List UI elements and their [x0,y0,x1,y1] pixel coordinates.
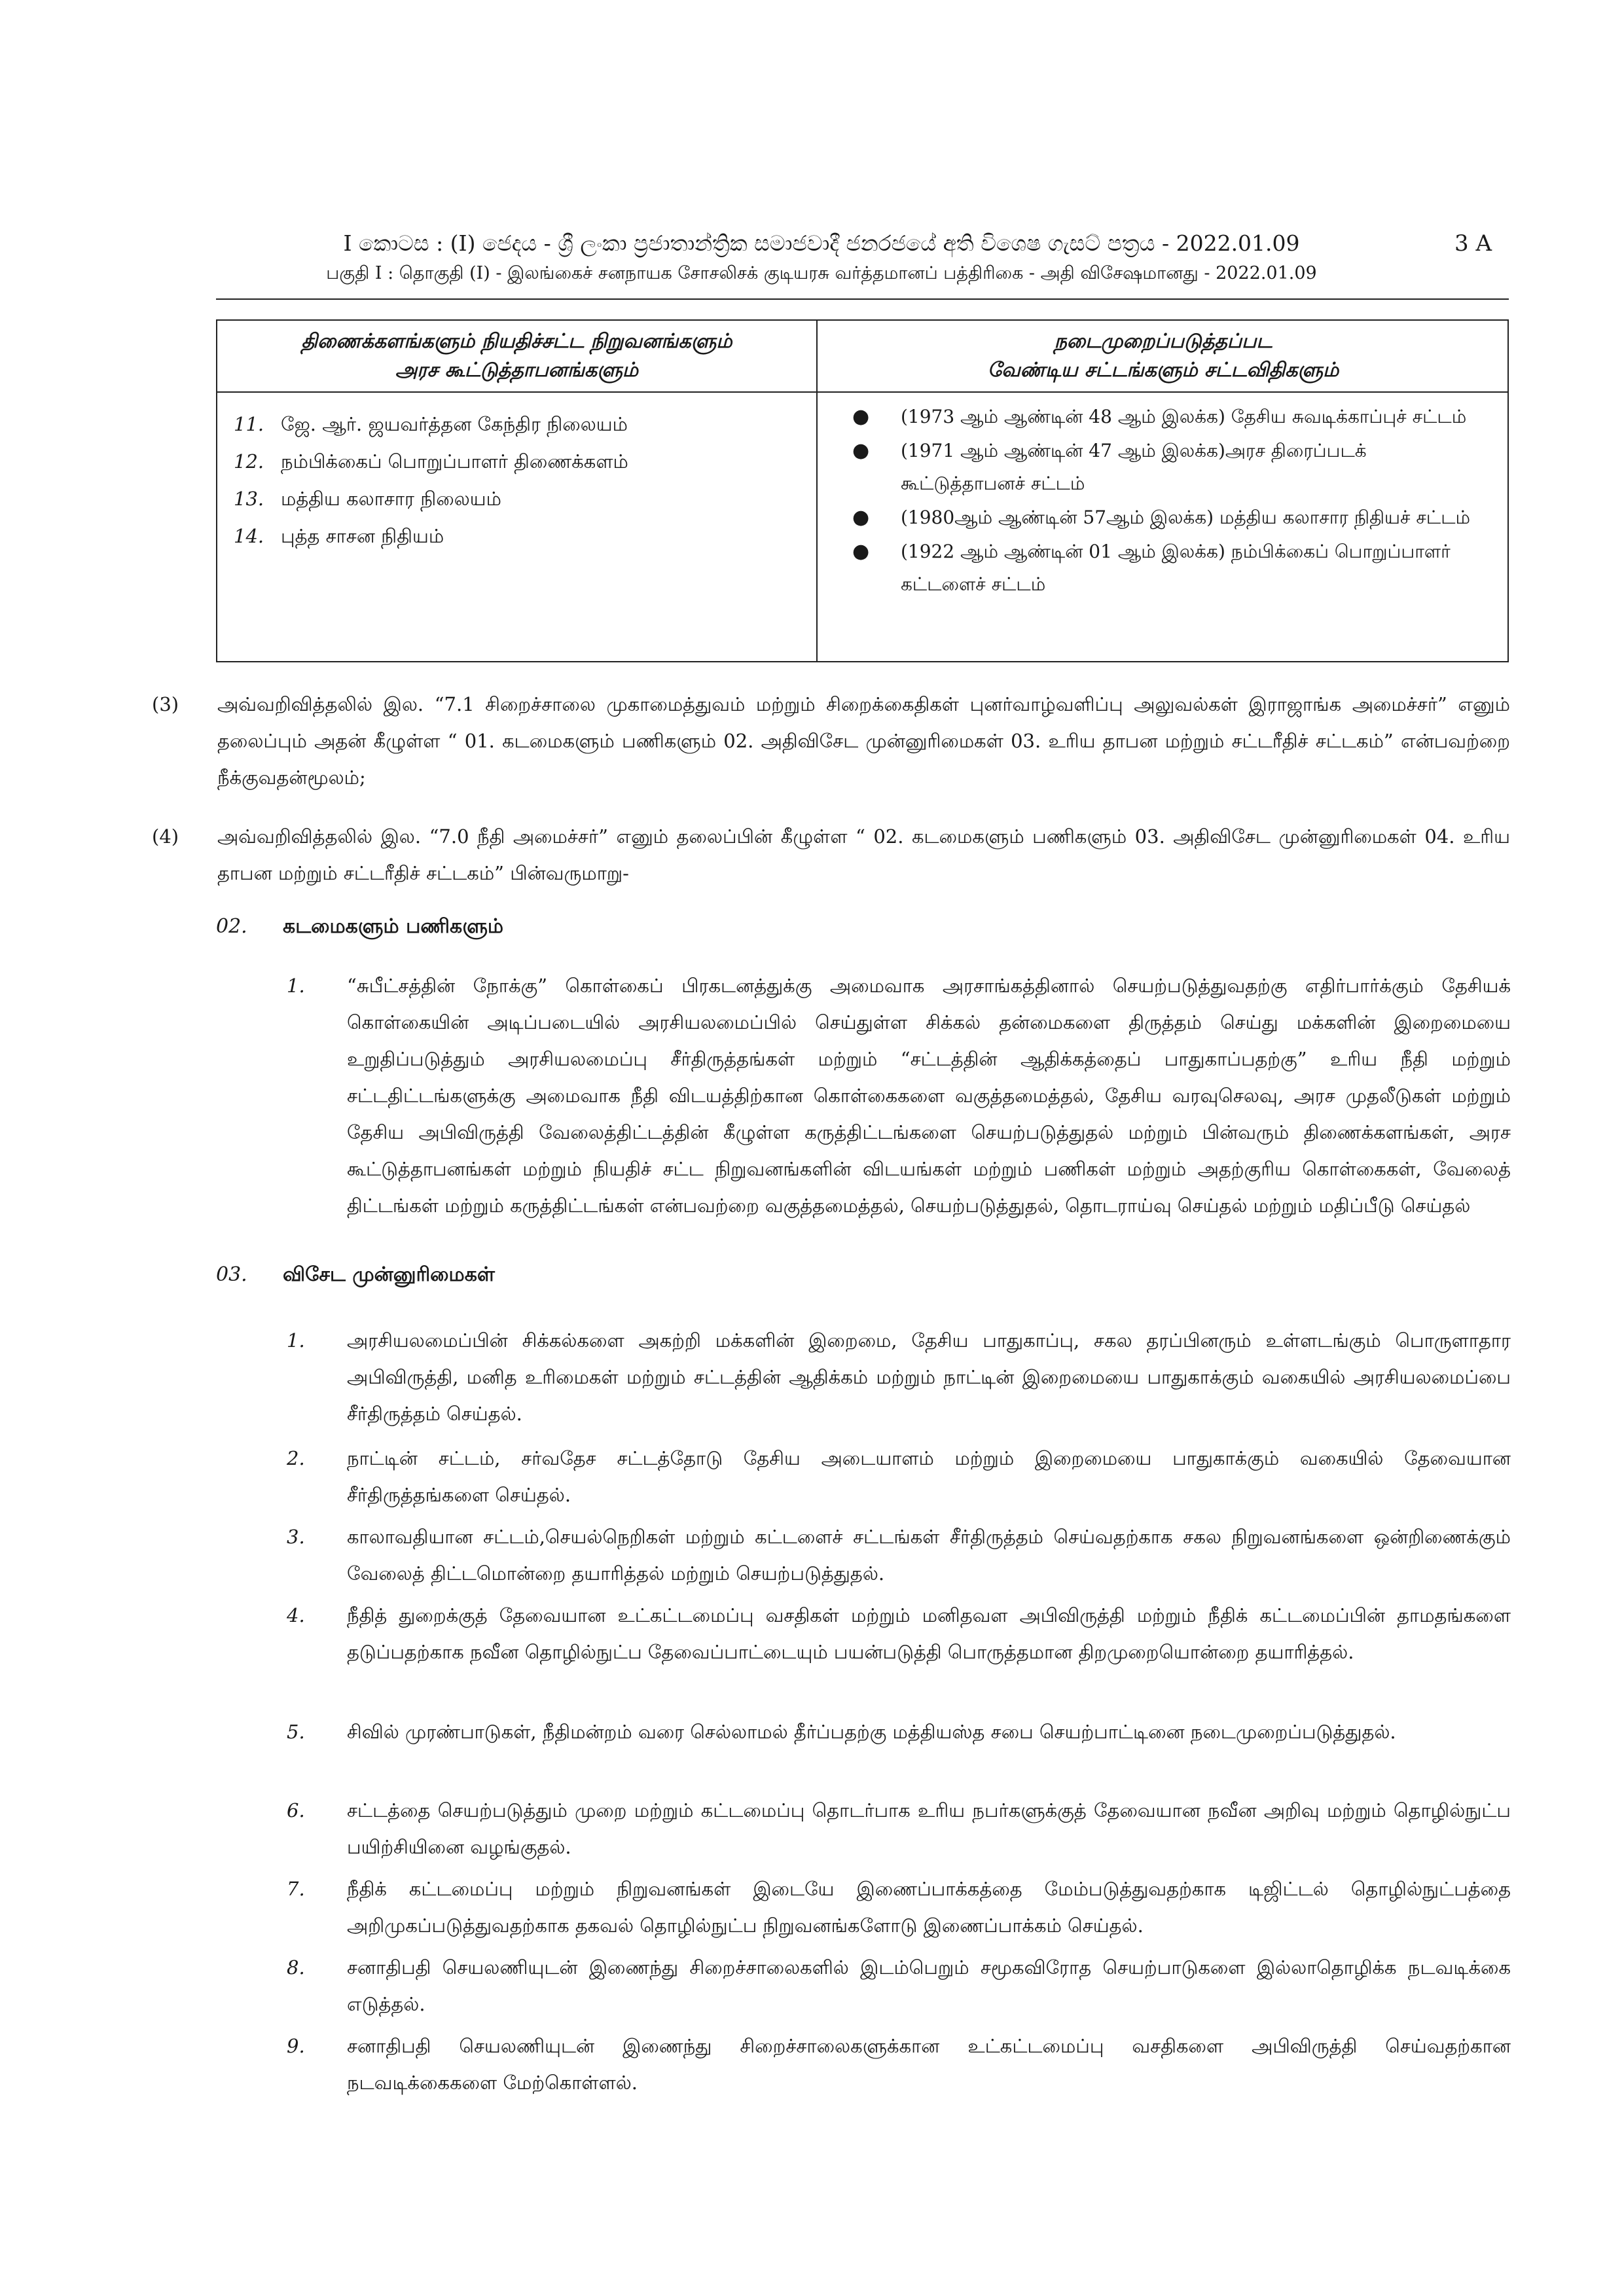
item-text: (1980ஆம் ஆண்டின் 57ஆம் இலக்க) மத்திய கலாசார நிதியச் சட்டம் [901,507,1471,528]
paragraph-number: (4) [152,825,179,848]
item-text: மத்திய கலாசார நிலையம் [281,488,501,510]
item-text: சனாதிபதி செயலணியுடன் இணைந்து சிறைச்சாலைகளில் இடம்பெறும் சமூகவிரோத செயற்பாடுகளை இல்லாதொழிக்க நடவடிக்கை எடுத்தல். [347,1956,1511,2015]
item-text: புத்த சாசன நிதியம் [281,525,444,547]
section-heading [216,915,503,941]
item-text: அரசியலமைப்பின் சிக்கல்களை அகற்றி மக்களின் இறைமை, தேசிய பாதுகாப்பு, சகல தரப்பினரும் உள்ளடங்கும் பொருளாதார அபிவிருத்தி, மனித உரிமைகள் மற்றும் சட்டத்தின் ஆதிக்கம் மற்றும் நாட்டின் இறைமையை பாதுகாக்கும் வகையில் அரசியலமைப்பை சீர்திருத்தம் செய்தல். [347,1329,1511,1425]
paragraph-text: அவ்வறிவித்தலில் இல. “7.0 நீதி அமைச்சர்” எனும் தலைப்பின் கீழுள்ள “ 02. கடமைகளும் பணிகளும் 03. அதிவிசேட முன்னுரிமைகள் 04. உரிய தாபன மற்றும் சட்டரீதிச் சட்டகம்” பின்வருமாறு- [217,825,1510,884]
col2-header [818,327,1509,385]
col2-header-line1: நடைமுறைப்படுத்தப்பட [1054,330,1272,353]
col1-header-line2: அரச கூட்டுத்தாபனங்களும் [395,359,639,382]
item-text: சனாதிபதி செயலணியுடன் இணைந்து சிறைச்சாலைகளுக்கான உட்கட்டமைப்பு வசதிகளை அபிவிருத்தி செய்வதற்கான நடவடிக்கைகளை மேற்கொள்ளல். [347,2035,1511,2094]
section-number: 02. [216,915,247,938]
item-text: ஜே. ஆர். ஜயவர்த்தன கேந்திர நிலையம் [281,413,628,435]
item-number: 13. [234,488,264,510]
bullet-icon: ● [852,506,870,529]
col2-header-line2: வேண்டிய சட்டங்களும் சட்டவிதிகளும் [987,359,1339,382]
header-tamil: பகுதி I : தொகுதி (I) - இலங்கைச் சனநாயக சோசலிசக் குடியரசு வர்த்தமானப் பத்திரிகை - அதி விசேஷமானது - 2022.01.09 [326,263,1317,283]
header-divider [217,391,1507,393]
item-number: 5. [287,1721,305,1743]
institutions-table [216,319,1509,662]
item-text: (1973 ஆம் ஆண்டின் 48 ஆம் இலக்க) தேசிய சுவடிக்காப்புச் சட்டம் [901,406,1467,427]
item-text: (1971 ஆம் ஆண்டின் 47 ஆம் இலக்க)அரச திரைப்படக் கூட்டுத்தாபனச் சட்டம் [901,440,1367,494]
col1-header [217,327,816,385]
section-title: கடமைகளும் பணிகளும் [283,915,504,938]
item-text: நம்பிக்கைப் பொறுப்பாளர் திணைக்களம் [281,450,628,473]
item-text: (1922 ஆம் ஆண்டின் 01 ஆம் இலக்க) நம்பிக்கைப் பொறுப்பாளர் கட்டளைச் சட்டம் [901,541,1451,595]
bullet-icon: ● [852,405,870,428]
item-text: சட்டத்தை செயற்படுத்தும் முறை மற்றும் கட்டமைப்பு தொடர்பாக உரிய நபர்களுக்குத் தேவையான நவீன அறிவு மற்றும் தொழில்நுட்ப பயிற்சியினை வழங்குதல். [347,1799,1511,1858]
item-number: 3. [287,1526,305,1548]
list-item [840,401,1495,433]
bullet-icon: ● [852,439,870,462]
header-sinhala: I කොටස : (I) ජෙදය - ශ්‍රී ලංකා ප්‍රජාතාන්ත්‍රික සමාජවාදී ජනරජයේ අති විශෙෂ ගැසට් පත්‍රය - 2022.01.09 [343,230,1300,256]
item-text: நீதிக் கட்டமைப்பு மற்றும் நிறுவனங்கள் இடையே இணைப்பாக்கத்தை மேம்படுத்துவதற்காக டிஜிட்டல் தொழில்நுட்பத்தை அறிமுகப்படுத்துவதற்காக தகவல் தொழில்நுட்ப நிறுவனங்களோடு இணைப்பாக்கம் செய்தல். [347,1878,1511,1937]
item-number: 11. [234,413,264,435]
list-item [234,480,628,518]
section-heading [216,1263,495,1289]
section-title: விசேட முன்னுரிமைகள் [283,1263,495,1286]
bullet-icon: ● [852,540,870,563]
list-item [840,535,1495,601]
item-text: நாட்டின் சட்டம், சர்வதேச சட்டத்தோடு தேசிய அடையாளம் மற்றும் இறைமையை பாதுகாக்கும் வகையில் தேவையான சீர்திருத்தங்களை செய்தல். [347,1447,1511,1506]
item-number: 1. [287,975,305,997]
list-item [234,406,628,443]
paragraph-number: (3) [152,693,179,715]
item-number: 9. [287,2035,305,2057]
law-list [840,401,1495,602]
header-rule [216,298,1509,300]
item-number: 7. [287,1878,305,1900]
col1-header-line1: திணைக்களங்களும் நியதிச்சட்ட நிறுவனங்களும் [301,330,732,353]
item-text: நீதித் துறைக்குத் தேவையான உட்கட்டமைப்பு வசதிகள் மற்றும் மனிதவள அபிவிருத்தி மற்றும் நீதிக் கட்டமைப்பின் தாமதங்களை தடுப்பதற்காக நவீன தொழில்நுட்ப தேவைப்பாட்டையும் பயன்படுத்தி பொருத்தமான திறமுறையொன்றை தயாரித்தல். [347,1604,1511,1663]
list-item [840,435,1495,500]
list-item [234,443,628,480]
page-number: 3 A [1454,230,1492,257]
list-item [234,518,628,555]
institution-list [234,406,628,555]
item-number: 4. [287,1604,305,1626]
section-number: 03. [216,1263,247,1286]
item-number: 6. [287,1799,305,1821]
item-number: 8. [287,1956,305,1979]
paragraph-text: அவ்வறிவித்தலில் இல. “7.1 சிறைச்சாலை முகாமைத்துவம் மற்றும் சிறைக்கைதிகள் புனர்வாழ்வளிப்பு அலுவல்கள் இராஜாங்க அமைச்சர்” எனும் தலைப்பும் அதன் கீழுள்ள “ 01. கடமைகளும் பணிகளும் 02. அதிவிசேட முன்னுரிமைகள் 03. உரிய தாபன மற்றும் சட்டரீதிச் சட்டகம்” என்பவற்றை நீக்குவதன்மூலம்; [217,693,1510,789]
item-text: சிவில் முரண்பாடுகள், நீதிமன்றம் வரை செல்லாமல் தீர்ப்பதற்கு மத்தியஸ்த சபை செயற்பாட்டினை நடைமுறைப்படுத்துதல். [347,1721,1396,1743]
item-number: 1. [287,1329,305,1352]
item-text: காலாவதியான சட்டம்,செயல்நெறிகள் மற்றும் கட்டளைச் சட்டங்கள் சீர்திருத்தம் செய்வதற்காக சகல நிறுவனங்களை ஒன்றிணைக்கும் வேலைத் திட்டமொன்றை தயாரித்தல் மற்றும் செயற்படுத்துதல். [347,1526,1511,1585]
list-item [840,501,1495,534]
item-number: 14. [234,525,264,547]
item-number: 12. [234,450,264,473]
item-text: “சுபீட்சத்தின் நோக்கு” கொள்கைப் பிரகடனத்துக்கு அமைவாக அரசாங்கத்தினால் செயற்படுத்துவதற்கு எதிர்பார்க்கும் தேசியக் கொள்கையின் அடிப்படையில் அரசியலமைப்பில் செய்துள்ள சிக்கல் தன்மைகளை திருத்தம் செய்து மக்களின் இறைமையை உறுதிப்படுத்தும் அரசியலமைப்பு சீர்திருத்தங்கள் மற்றும் “சட்டத்தின் ஆதிக்கத்தைப் பாதுகாப்பதற்கு” உரிய நீதி மற்றும் சட்டதிட்டங்களுக்கு அமைவாக நீதி விடயத்திற்கான கொள்கைகளை வகுத்தமைத்தல், தேசிய வரவுசெலவு, அரச முதலீடுகள் மற்றும் தேசிய அபிவிருத்தி வேலைத்திட்டத்தின் கீழுள்ள கருத்திட்டங்களை செயற்படுத்துதல் மற்றும் பின்வரும் திணைக்களங்கள், அரச கூட்டுத்தாபனங்கள் மற்றும் நியதிச் சட்ட நிறுவனங்களின் விடயங்கள் மற்றும் பணிகள் மற்றும் அதற்குரிய கொள்கைகள், வேலைத் திட்டங்கள் மற்றும் கருத்திட்டங்கள் என்பவற்றை வகுத்தமைத்தல், செயற்படுத்துதல், தொடராய்வு செய்தல் மற்றும் மதிப்பீடு செய்தல் [347,975,1511,1217]
item-number: 2. [287,1447,305,1469]
